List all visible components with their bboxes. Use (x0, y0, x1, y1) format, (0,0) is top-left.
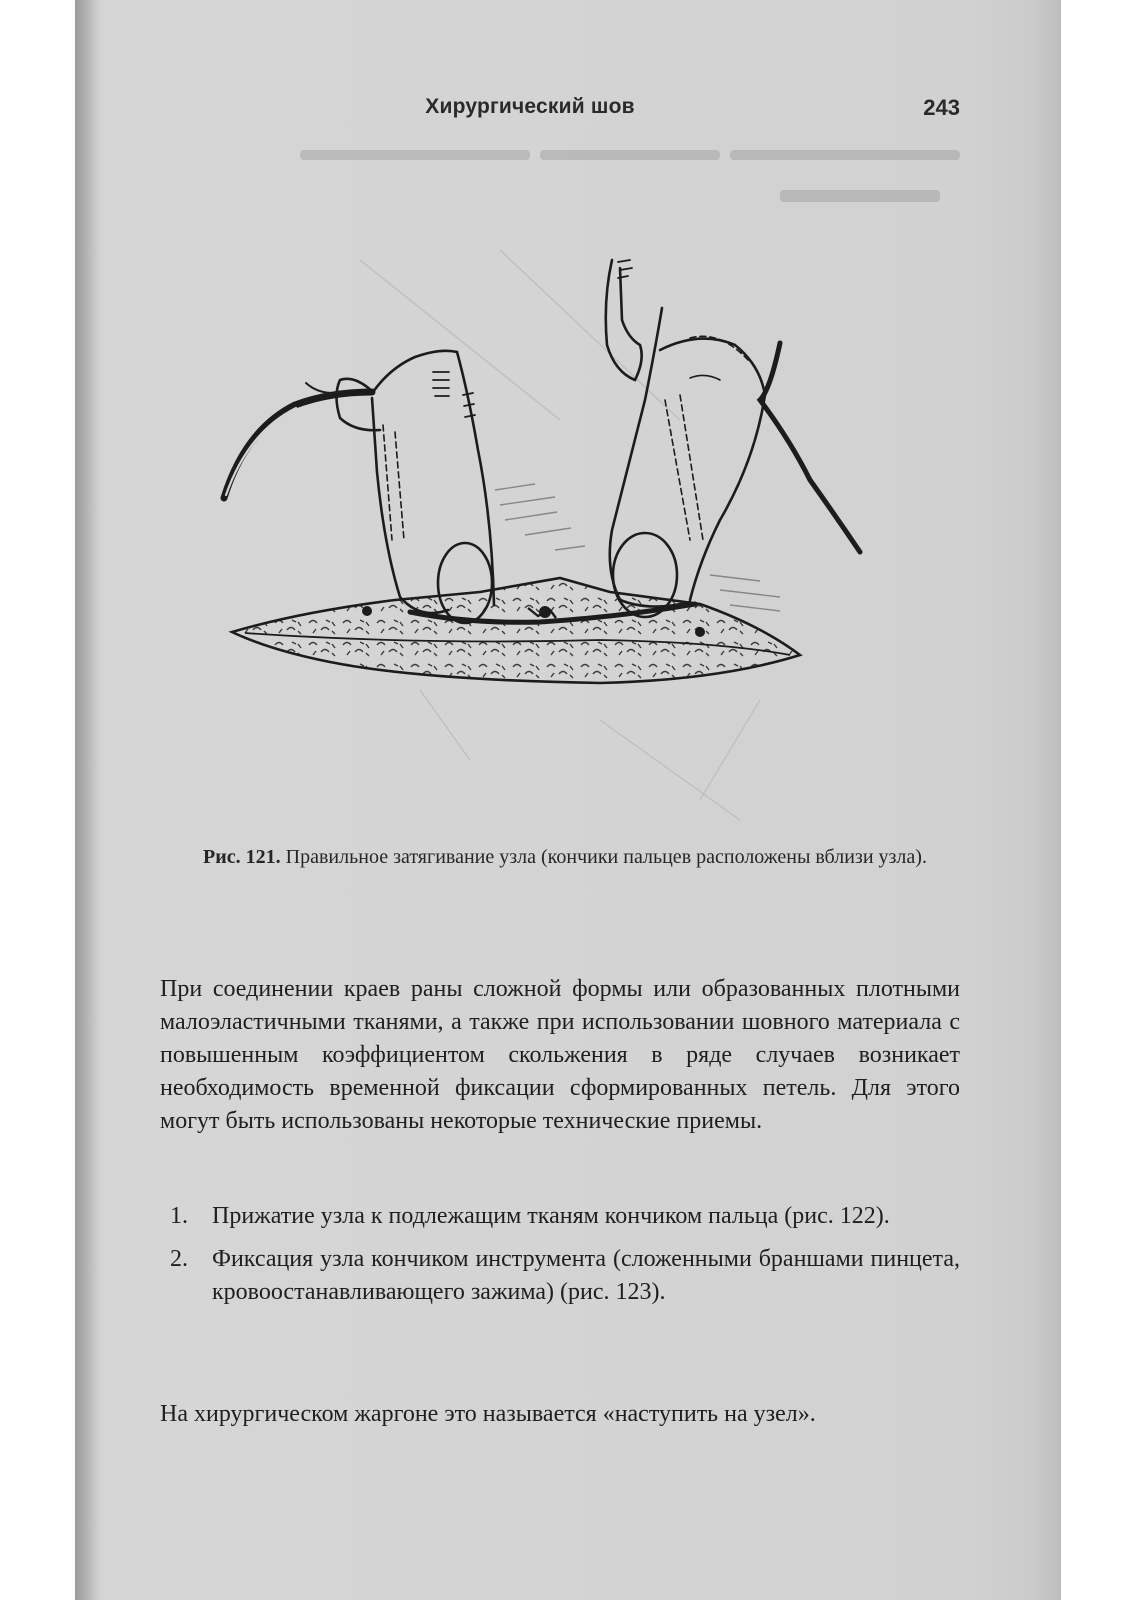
list-item-number: 1. (170, 1203, 188, 1229)
right-finger (606, 260, 765, 617)
page-number: 243 (923, 95, 960, 120)
body-paragraph-2: На хирургическом жаргоне это называется «наступить на узел». (160, 1401, 816, 1427)
caption-label: Рис. 121. (203, 846, 281, 868)
list-item-text: Прижатие узла к подлежащим тканям кончиком пальца (рис. 122). (212, 1203, 890, 1229)
running-title: Хирургический шов (425, 95, 635, 118)
body-paragraph-1: При соединении краев раны сложной формы или образованных плотными малоэластичными тканями, а также при использовании шовного материала с повышенным коэффициентом скольжения в ряде случаев возникает необходимость временной фиксации сформированных петель. Для этого могут быть использованы некоторые технические приемы. (160, 976, 960, 1134)
tissue-slab (232, 578, 800, 683)
technique-list (160, 1200, 960, 1319)
list-item-text: Фиксация узла кончиком инструмента (сложенными браншами пинцета, кровоостанавливающего зажима) (рис. 123). (212, 1246, 960, 1305)
list-item (160, 1243, 960, 1309)
figure-illustration (75, 0, 1061, 830)
figure-caption (160, 842, 970, 872)
right-suture-strand (760, 343, 860, 552)
list-item-number: 2. (170, 1246, 188, 1272)
list-item (160, 1200, 960, 1233)
caption-text: Правильное затягивание узла (кончики пальцев расположены вблизи узла). (280, 846, 927, 868)
left-suture-strand (224, 392, 372, 498)
